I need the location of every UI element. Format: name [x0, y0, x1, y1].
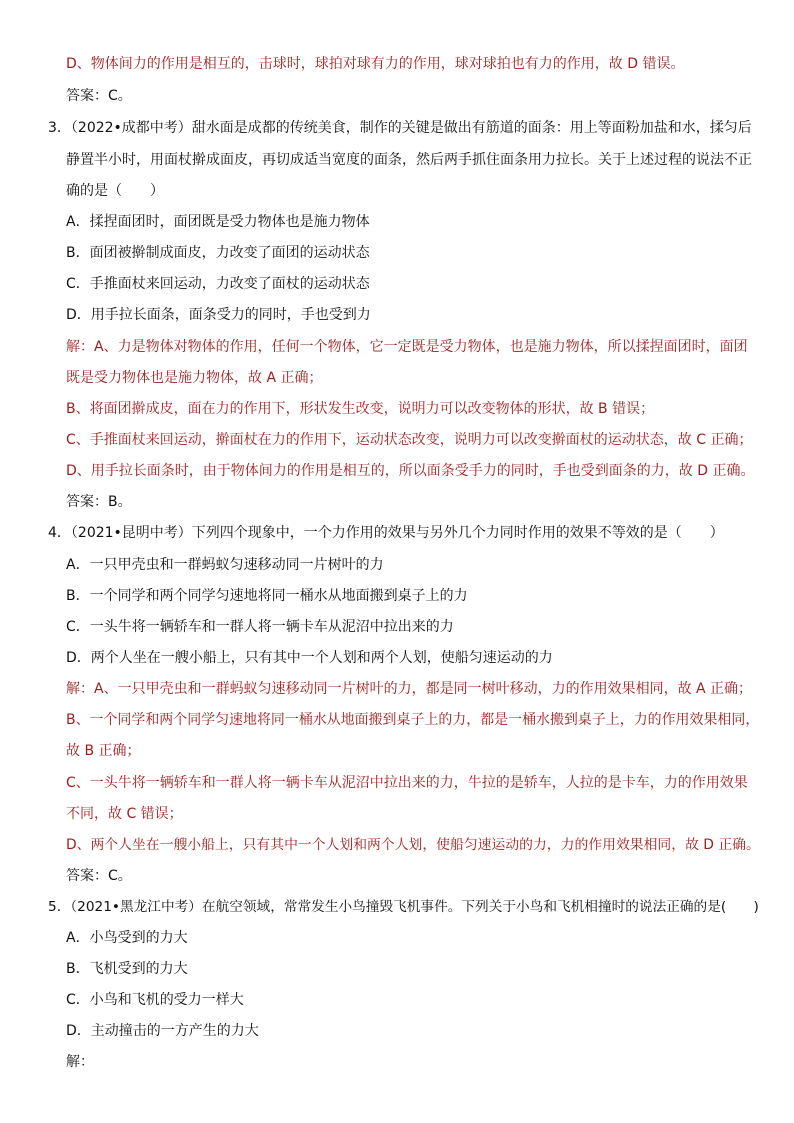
- q3-option-d: D．用手拉长面条，面条受力的同时，手也受到力: [66, 307, 371, 323]
- q5-option-c: C．小鸟和飞机的受力一样大: [66, 992, 244, 1008]
- q4-solution-line-6: D、两个人坐在一艘小船上，只有其中一个人划和两个人划，使船匀速运动的力，力的作用效果相同，故 D 正确。: [66, 837, 760, 853]
- q3-solution-line-2: 既是受力物体也是施力物体，故 A 正确；: [66, 370, 323, 386]
- q3-option-c: C．手推面杖来回运动，力改变了面杖的运动状态: [66, 276, 370, 292]
- q4-stem: 4．（2021•昆明中考）下列四个现象中，一个力作用的效果与另外几个力同时作用的效果不等效的是（ ）: [48, 525, 724, 541]
- q3-stem-line-2: 静置半小时，用面杖擀成面皮，再切成适当宽度的面条，然后两手抓住面条用力拉长。关于上述过程的说法不正: [66, 152, 752, 168]
- q4-solution-line-3: 故 B 正确；: [66, 743, 141, 759]
- q4-solution-line-1: 解：A、一只甲壳虫和一群蚂蚁匀速移动同一片树叶的力，都是同一树叶移动，力的作用效果相同，故 A 正确；: [66, 681, 753, 697]
- q4-option-a: A．一只甲壳虫和一群蚂蚁匀速移动同一片树叶的力: [66, 557, 384, 573]
- q4-solution-line-2: B、一个同学和两个同学匀速地将同一桶水从地面搬到桌子上的力，都是一桶水搬到桌子上，力的作用效果相同，: [66, 712, 760, 728]
- q5-option-d: D．主动撞击的一方产生的力大: [66, 1023, 259, 1039]
- q3-stem-line-3: 确的是（ ）: [66, 183, 164, 199]
- prev-answer: 答案：C。: [66, 88, 132, 104]
- q3-option-a: A．揉捏面团时，面团既是受力物体也是施力物体: [66, 214, 370, 230]
- q3-stem-line-1: 3．（2022•成都中考）甜水面是成都的传统美食，制作的关键是做出有筋道的面条：用上等面粉加盐和水，揉匀后: [48, 120, 752, 136]
- q5-solution-line-1: 解：: [66, 1054, 94, 1070]
- q3-answer: 答案：B。: [66, 494, 132, 510]
- q3-option-b: B．面团被擀制成面皮，力改变了面团的运动状态: [66, 245, 370, 261]
- q4-option-c: C．一头牛将一辆轿车和一群人将一辆卡车从泥沼中拉出来的力: [66, 619, 454, 635]
- q3-solution-line-1: 解：A、力是物体对物体的作用，任何一个物体，它一定既是受力物体，也是施力物体，所以揉捏面团时，面团: [66, 339, 748, 355]
- q5-stem: 5．（2021•黑龙江中考）在航空领域，常常发生小鸟撞毁飞机事件。下列关于小鸟和飞机相撞时的说法正确的是( ): [48, 899, 759, 915]
- q5-option-b: B．飞机受到的力大: [66, 961, 188, 977]
- q5-option-a: A．小鸟受到的力大: [66, 930, 188, 946]
- q3-solution-line-3: B、将面团擀成皮，面在力的作用下，形状发生改变，说明力可以改变物体的形状，故 B 错误；: [66, 401, 655, 417]
- q4-solution-line-4: C、一头牛将一辆轿车和一群人将一辆卡车从泥沼中拉出来的力，牛拉的是轿车，人拉的是卡车，力的作用效果: [66, 775, 748, 791]
- q4-solution-line-5: 不同，故 C 错误；: [66, 806, 183, 822]
- q3-solution-line-4: C、手推面杖来回运动，擀面杖在力的作用下，运动状态改变，说明力可以改变擀面杖的运动状态，故 C 正确；: [66, 432, 753, 448]
- q4-option-d: D．两个人坐在一艘小船上，只有其中一个人划和两个人划，使船匀速运动的力: [66, 650, 553, 666]
- q4-answer: 答案：C。: [66, 868, 132, 884]
- prev-solution-d: D、物体间力的作用是相互的，击球时，球拍对球有力的作用，球对球拍也有力的作用，故 D 错误。: [66, 56, 685, 72]
- q4-option-b: B．一个同学和两个同学匀速地将同一桶水从地面搬到桌子上的力: [66, 588, 468, 604]
- q3-solution-line-5: D、用手拉长面条时，由于物体间力的作用是相互的，所以面条受手力的同时，手也受到面条的力，故 D 正确。: [66, 463, 755, 479]
